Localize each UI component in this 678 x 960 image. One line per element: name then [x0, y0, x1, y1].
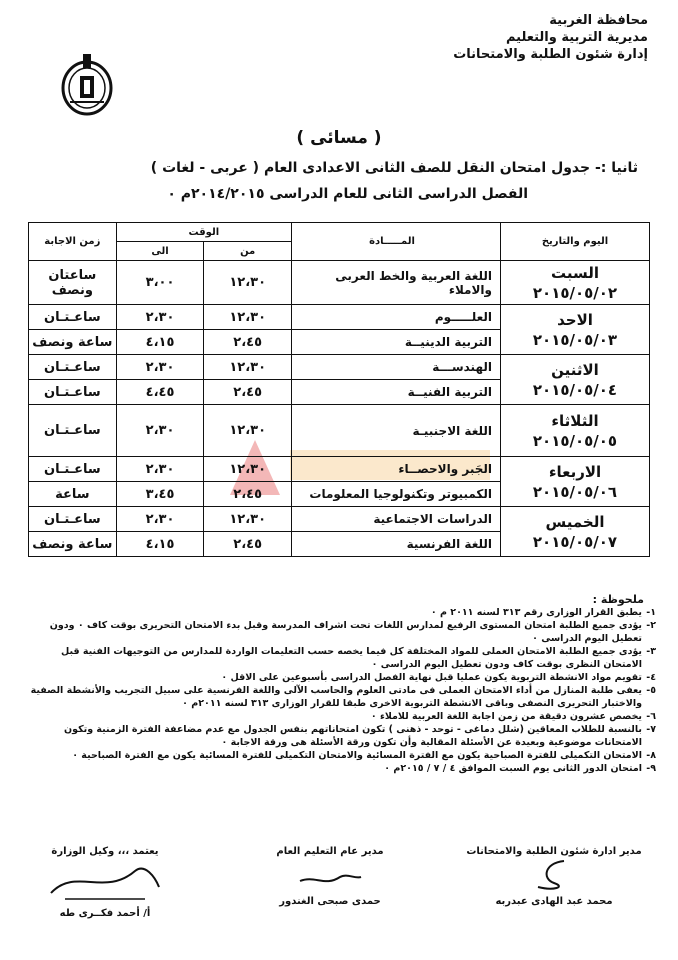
exam-date: ٢٠١٥/٠٥/٠٢ [532, 283, 618, 302]
table-row [29, 305, 650, 330]
note-number: ٥- [646, 685, 656, 696]
note-text: يطبق القرار الوزارى رقم ٣١٣ لسنه ٢٠١١ م ٠ [430, 607, 642, 618]
directorate-header [453, 12, 648, 63]
period-label: ( مسائى ) [296, 128, 382, 148]
signature-name: أ/ أحمد فكــرى طه [59, 908, 151, 919]
day-date-cell [501, 355, 650, 405]
header-duration: زمن الاجابة [29, 223, 117, 261]
day-name: الاثنين [551, 360, 599, 379]
time-to-cell: ٤،٤٥ [116, 380, 204, 405]
time-from-cell: ٢،٤٥ [204, 380, 292, 405]
duration-cell: ساعـتـان [29, 507, 117, 532]
note-text: يعفى طلبة المنازل من أداء الامتحان العملى فى مادتى العلوم والحاسب الآلى واللغة الفرنسية على سبيل التجريب والأنشطة الصفية والاختبار التحريرى النصفى وباقى الانشطة التربوية الاخرى طبقا للقرار الوزارى ٣١٣ لسنه ٢٠١١م ٠ [30, 685, 642, 709]
note-number: ٣- [646, 646, 656, 657]
signature-block-center [230, 846, 430, 907]
time-to-cell: ٢،٣٠ [116, 405, 204, 457]
exam-date: ٢٠١٥/٠٥/٠٧ [532, 532, 618, 551]
subject-cell: اللغة العربية والخط العربى والاملاء [292, 261, 501, 305]
exam-date: ٢٠١٥/٠٥/٠٥ [532, 431, 618, 450]
notes-list [28, 606, 656, 775]
exam-date: ٢٠١٥/٠٥/٠٣ [532, 330, 618, 349]
table-row [29, 507, 650, 532]
exam-date: ٢٠١٥/٠٥/٠٦ [532, 482, 618, 501]
day-name: الاربعاء [548, 462, 602, 481]
day-name: الاحد [557, 310, 593, 329]
time-to-cell: ٢،٣٠ [116, 457, 204, 482]
duration-cell: ساعـتـان [29, 380, 117, 405]
subject-cell: الكمبيوتر وتكنولوجيا المعلومات [292, 482, 501, 507]
time-from-cell: ١٢،٣٠ [204, 457, 292, 482]
subject-cell: الهندســـة [292, 355, 501, 380]
note-text: تقويم مواد الانشطة التربوية يكون عمليا قبل نهاية الفصل الدراسى بأسبوعين على الاقل ٠ [221, 672, 642, 683]
header-governorate: محافظة الغربية [549, 13, 648, 28]
note-item [28, 723, 656, 749]
header-directorate: مديرية التربية والتعليم [505, 30, 648, 45]
signature-block-right [444, 846, 664, 907]
duration-cell: ساعـتـان [29, 405, 117, 457]
exam-schedule-table [28, 222, 650, 557]
time-to-cell: ٣،٠٠ [116, 261, 204, 305]
day-date-cell [501, 405, 650, 457]
table-row [29, 261, 650, 305]
note-number: ٩- [646, 763, 656, 774]
note-item [28, 684, 656, 710]
note-text: يخصص عشرون دقيقة من زمن اجابة اللغة العربية للاملاء ٠ [370, 711, 642, 722]
schedule-title: ثانيا :- جدول امتحان النقل للصف الثانى الاعدادى العام ( عربى - لغات ) [150, 160, 638, 176]
signature-block-left [20, 846, 190, 919]
subject-cell: اللغة الفرنسية [292, 532, 501, 557]
notes-label: ملحوظة : [592, 593, 644, 606]
subject-cell: التربية الفنيــة [292, 380, 501, 405]
emblem-logo [60, 52, 114, 118]
duration-cell: ساعـتـان [29, 457, 117, 482]
note-text: بالنسبة للطلاب المعاقين (شلل دماغى - توحد - ذهنى ) تكون امتحاناتهم بنفس الجدول مع عدم مضاعفة الفترة الزمنية وتكون الامتحانات موضوعية وبعيدة عن الأسئلة المقالية وأن تكون ورقة الأسئلة هى ورقة الاجابة ٠ [64, 724, 642, 748]
time-from-cell: ٢،٤٥ [204, 482, 292, 507]
day-name: الثلاثاء [551, 411, 599, 430]
note-item [28, 710, 656, 723]
day-date-cell [501, 507, 650, 557]
time-to-cell: ٢،٣٠ [116, 507, 204, 532]
time-from-cell: ١٢،٣٠ [204, 405, 292, 457]
duration-cell: ساعة ونصف [29, 532, 117, 557]
note-item [28, 671, 656, 684]
table-row [29, 355, 650, 380]
subject-cell: الجَبر والاحصــاء [292, 457, 501, 482]
subject-cell: التربية الدينيــة [292, 330, 501, 355]
note-item [28, 645, 656, 671]
time-to-cell: ٢،٣٠ [116, 305, 204, 330]
day-date-cell [501, 261, 650, 305]
table-row [29, 457, 650, 482]
handwritten-signature [45, 857, 165, 905]
note-item [28, 762, 656, 775]
header-time: الوقت [116, 223, 291, 242]
note-text: امتحان الدور الثانى يوم السبت الموافق ٤ / ٧ / ٢٠١٥م ٠ [384, 763, 642, 774]
note-item [28, 749, 656, 762]
note-text: يؤدى جميع الطلبة امتحان المستوى الرفيع لمدارس اللغات تحت اشراف المدرسة وقبل بدء الامتحان التحريرى بوقت كاف ٠ ودون تعطيل اليوم الدراسى ٠ [49, 620, 642, 644]
day-date-cell [501, 457, 650, 507]
note-number: ١- [646, 607, 656, 618]
note-item [28, 619, 656, 645]
day-name: الخميس [545, 512, 605, 531]
signature-title: يعتمد ،،، وكيل الوزارة [51, 846, 159, 857]
note-number: ٨- [646, 750, 656, 761]
signature-title: مدير ادارة شئون الطلبة والامتحانات [466, 846, 642, 857]
schedule-subtitle: الفصل الدراسى الثانى للعام الدراسى ٢٠١٤/٢٠١٥م ٠ [167, 186, 528, 202]
note-text: يؤدى جميع الطلبة الامتحان العملى للمواد المختلفة كل فيما يخصه حسب التعليمات الواردة للمدارس من التوجيهات الفنية قبل الامتحان النظرى بوقت كاف ودون تعطيل اليوم الدراسى ٠ [61, 646, 642, 670]
time-to-cell: ٢،٣٠ [116, 355, 204, 380]
time-to-cell: ٣،٤٥ [116, 482, 204, 507]
day-date-cell [501, 305, 650, 355]
signature-name: حمدى صبحى الغندور [279, 896, 381, 907]
note-number: ٧- [646, 724, 656, 735]
duration-cell: ساعـتـان [29, 355, 117, 380]
subject-cell: اللغة الاجنبيـة [292, 405, 501, 457]
signature-title: مدير عام التعليم العام [276, 846, 384, 857]
time-to-cell: ٤،١٥ [116, 330, 204, 355]
day-name: السبت [550, 263, 600, 282]
note-text: الامتحان التكميلى للفترة الصباحية يكون مع الفترة المسائية والامتحان التكميلى للفترة المسائية يكون مع الفترة الصباحية ٠ [72, 750, 642, 761]
header-subject: المـــــادة [292, 223, 501, 261]
table-row [29, 405, 650, 457]
note-number: ٤- [646, 672, 656, 683]
duration-cell: ساعة ونصف [29, 330, 117, 355]
header-to: الى [116, 242, 204, 261]
handwritten-signature [295, 857, 365, 893]
duration-cell: ساعة [29, 482, 117, 507]
subject-cell: الدراسات الاجتماعية [292, 507, 501, 532]
note-number: ٦- [646, 711, 656, 722]
time-from-cell: ١٢،٣٠ [204, 507, 292, 532]
header-department: إدارة شئون الطلبة والامتحانات [453, 47, 648, 62]
signature-name: محمد عبد الهادى عبدربه [495, 896, 613, 907]
subject-cell: العلـــــوم [292, 305, 501, 330]
time-to-cell: ٤،١٥ [116, 532, 204, 557]
handwritten-signature [524, 857, 584, 893]
time-from-cell: ١٢،٣٠ [204, 355, 292, 380]
header-day-date: اليوم والتاريخ [501, 223, 650, 261]
time-from-cell: ٢،٤٥ [204, 532, 292, 557]
exam-date: ٢٠١٥/٠٥/٠٤ [532, 380, 618, 399]
header-from: من [204, 242, 292, 261]
time-from-cell: ١٢،٣٠ [204, 261, 292, 305]
time-from-cell: ١٢،٣٠ [204, 305, 292, 330]
duration-cell: ساعـتـان [29, 305, 117, 330]
time-from-cell: ٢،٤٥ [204, 330, 292, 355]
note-item [28, 606, 656, 619]
note-number: ٢- [646, 620, 656, 631]
duration-cell: ساعتان ونصف [29, 261, 117, 305]
